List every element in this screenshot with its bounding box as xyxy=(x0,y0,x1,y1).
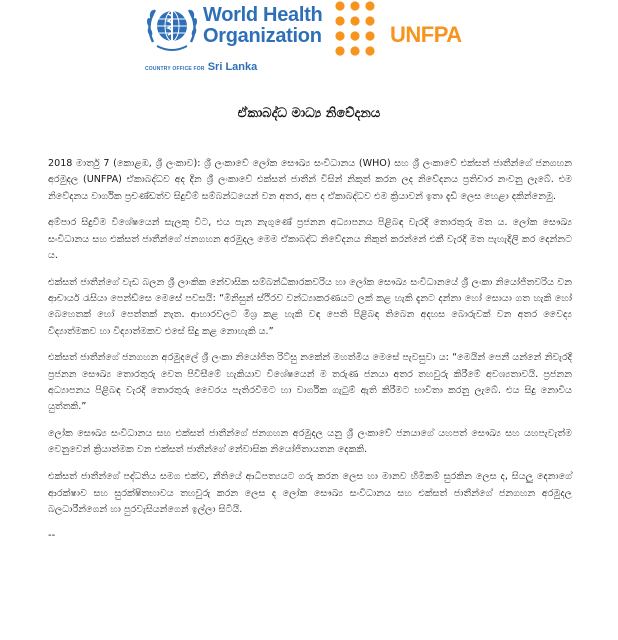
paragraph: ලෝක සෞඛ්‍ය සංවිධානය සහ එක්සත් ජාතීන්ගේ ජනගහන අරමුදල යනු ශ්‍රී ලංකාවේ ජනයාගේ යහපත් සෞඛ්‍ය සහ යහපැවැත්ම වෙනුවෙන් ක්‍රියාත්මක වන එක්සත් ජාතීන්ගේ නේවාසික නියෝජිතායතන දෙකකි. xyxy=(48,428,572,456)
end-marker: -- xyxy=(48,529,56,541)
paragraph: එක්සත් ජාතීන්ගේ ජනගහන අරමුදලේ ශ්‍රී ලංකා නියෝජිත රිට්සු නකේන් මහත්මිය මෙසේ පැවසුවා ය: “මෙයින් පෙනී යන්නේ නිවැරදි ප්‍රජනන සෞඛ්‍ය තොරතුරු වෙත පිවිසීමේ හැකියාව විශේෂයෙන් ම තරුණ ජනයා අතර තහවුරු කිරීමේ අවශ්‍යතාවයි. ප්‍රජනන අධ්‍යාපනය පිළිබඳ වැරදි තොරතුරු වෛරය පැතිරවීමට හා වාර්ගික ගැටුම් ඇති කිරීමට භාවිතා කරනු ලැබේ. එය සිදු නොවිය යුත්තකි.” xyxy=(48,352,572,413)
who-name-line2: Organization xyxy=(203,25,322,47)
who-name-line1: World Health xyxy=(203,4,323,26)
document-body xyxy=(48,156,572,543)
who-logo xyxy=(143,2,323,73)
page-header xyxy=(0,0,618,72)
who-name xyxy=(203,5,322,47)
paragraph: එක්සත් ජාතීන්ගේ වැඩ බලන ශ්‍රී ලාංකික නේවාසික සම්බන්ධීකාරකවරිය හා ලෝක සෞඛ්‍ය සංවිධානයේ ශ්‍රී ලංකා නියෝජිතවරිය වන ආචාර්ය රැසියා පෙන්ඩ්සෙ මෙසේ පවසයි: “මිනිසුන් ස්ථිරව වන්ධ්‍යාකරණයට ලක් කළ හැකි දැනට දන්නා හෝ සොයා ගත හැකි හෝ බෙහෙතක් හෝ පෙත්තක් නැත. ආහාරවලට මිශ්‍ර කළ හැකි වඳ පෙති පිළිබඳ තිබෙන අදහස බොරුවක් වන අතර වෛද්‍ය විද්‍යාත්මකව හා විද්‍යාත්මකව එසේ සිදු කළ නොහැකි ය.” xyxy=(48,276,572,337)
paragraph: අම්පාර සිදුවීම විශේෂයෙන් සැලකූ විට, එය පැන නැගුණේ ප්‍රජනන අධ්‍යාපනය පිළිබඳ වැරදි තොරතුරු මත ය. ලෝක සෞඛ්‍ය සංවිධානය සහ එක්සත් ජාතීන්ගේ ජනගහන අරමුදල මෙම ඒකාබද්ධ නිවේදනය නිකුත් කරන්නේ එකී වැරදි මත පැහැදිලි කර දෙන්නට ය. xyxy=(48,217,572,261)
who-country-office xyxy=(145,57,257,75)
unfpa-logo xyxy=(330,0,475,62)
who-country-office-label: COUNTRY OFFICE FOR xyxy=(145,66,205,72)
paragraph: 2018 මාර්තු 7 (කොළඹ, ශ්‍රී ලංකාව): ශ්‍රී ලංකාවේ ලෝක සෞඛ්‍ය සංවිධානය (WHO) සහ ශ්‍රී ලංකාවේ එක්සත් ජාතීන්ගේ ජනගහන අරමුදල (UNFPA) ඒකාබද්ධව අද දින ශ්‍රී ලංකාවේ එක්සත් ජාතීන් විසින් නිකුත් කරන ලද නිවේදනය ප්‍රතිචාර නංවනු ලැබේ. එම නිවේදනය වාර්ගික ප්‍රචණ්ඩත්ව සිදුවීම් සම්බන්ධයෙන් වන අතර, අප ද ඒකාබද්ධව එම ක්‍රියාවන් ඉතා දැඩි ලෙස හෙළා දකින්නෙමු. xyxy=(48,158,572,202)
paragraph: එක්සත් ජාතීන්ගේ පද්ධතිය සමග එක්ව, නීතියේ ආධිපත්‍යයට ගරු කරන ලෙස හා මානව හිමිකම් සුරකින ලෙස ද, සියලු දෙනාගේ ආරක්ෂාව සහ සුරක්ෂිතභාවය තහවුරු කරන ලෙස ද ලෝක සෞඛ්‍ය සංවිධානය සහ එක්සත් ජාතීන්ගේ ජනගහන අරමුදල බලධාරීන්ගෙන් හා පුරවැසියන්ගෙන් ඉල්ලා සිටියි. xyxy=(48,471,572,515)
unfpa-dots-icon xyxy=(330,0,394,62)
unfpa-name: UNFPA xyxy=(390,22,462,47)
who-country-name: Sri Lanka xyxy=(207,61,258,73)
page-title: ඒකාබද්ධ මාධ්‍ය නිවේදනය xyxy=(237,106,381,121)
who-emblem-icon xyxy=(143,2,201,56)
